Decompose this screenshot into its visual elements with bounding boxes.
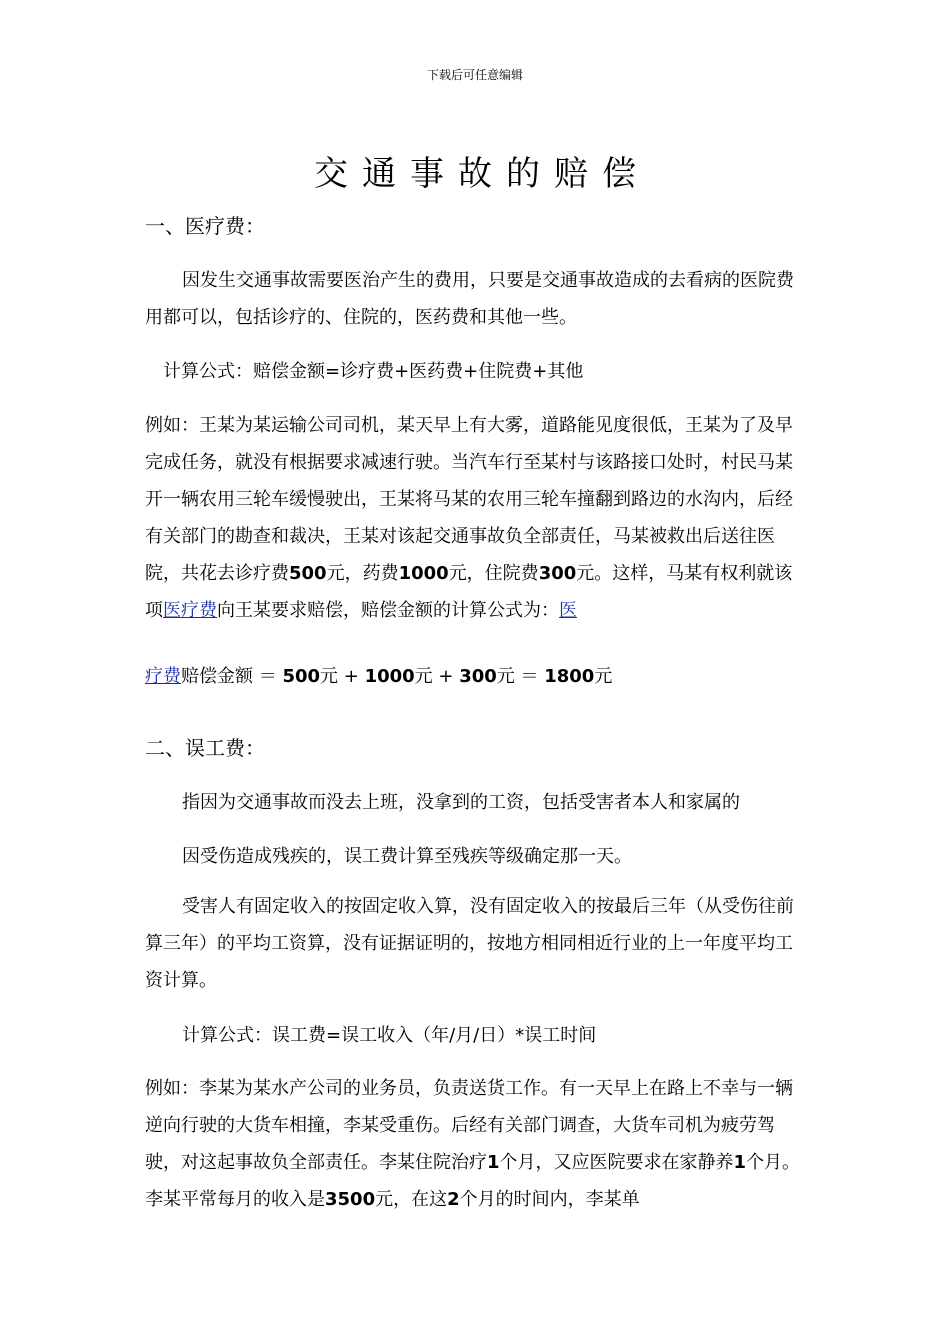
amount-1-month-a: 1 <box>487 1152 500 1173</box>
lost-wages-formula: 计算公式：误工费=误工收入（年/月/日）*误工时间 <box>182 1025 597 1046</box>
example-text: 例如：王某为某运输公司司机，某天早上有大雾，道路能见度很低，王某为了及早完成任务，就没有根据要求减速行驶。当汽车行至某村与该路接口处时，村民马某开一辆农用三轮车缓慢驶出，王某将马某的农用三轮车撞翻到路边的水沟内，后经有关部门的勘查和裁决，王某对该起交通事故负全部责任，马某被救出后送往医院，共花去诊疗费 <box>145 415 793 584</box>
lost-wages-income-paragraph: 受害人有固定收入的按固定收入算，没有固定收入的按最后三年（从受伤往前算三年）的平均工资算，没有证据证明的，按地方相同相近行业的上一年度平均工资计算。 <box>145 896 794 991</box>
example-text-rights: 元。这样，马某有权利就该项 <box>145 563 793 621</box>
example2-text-during: 元，在这 <box>375 1189 448 1210</box>
medical-formula: 计算公式：赔偿金额=诊疗费+医药费+住院费+其他 <box>163 361 584 382</box>
calc-unit-3: 元 ＝ <box>496 666 545 687</box>
medical-fee-link-2a[interactable]: 医 <box>559 600 577 621</box>
amount-1-month-b: 1 <box>733 1152 747 1173</box>
calc-unit-4: 元 <box>594 666 613 687</box>
medical-calculation-line <box>145 662 612 688</box>
calc-300: 300 <box>459 666 497 687</box>
medical-example-paragraph <box>145 407 807 629</box>
calc-1800: 1800 <box>544 666 595 687</box>
example-text-formula-intro: 向王某要求赔偿，赔偿金额的计算公式为： <box>217 600 559 621</box>
calc-label: 赔偿金额 ＝ <box>181 666 283 687</box>
calc-1000: 1000 <box>364 666 415 687</box>
medical-fee-link-2b[interactable]: 疗费 <box>145 666 181 687</box>
amount-300: 300 <box>538 563 577 584</box>
section-heading-medical: 一、医疗费： <box>145 214 265 238</box>
amount-1000: 1000 <box>398 563 449 584</box>
lost-wages-definition: 指因为交通事故而没去上班，没拿到的工资，包括受害者本人和家属的 <box>182 792 740 813</box>
example-text-drug: 元，药费 <box>326 563 399 584</box>
example2-text-income: 个月。李某平常每月的收入是 <box>145 1152 801 1210</box>
example2-text-rest: 个月，又应医院要求在家静养 <box>499 1152 734 1173</box>
lost-wages-disability-note: 因受伤造成残疾的，误工费计算至残疾等级确定那一天。 <box>182 846 632 867</box>
section-heading-lost-wages: 二、误工费： <box>145 736 265 760</box>
document-title: 交通事故的赔偿 <box>314 154 650 194</box>
amount-2-months: 2 <box>447 1189 460 1210</box>
medical-fee-link[interactable]: 医疗费 <box>163 600 217 621</box>
calc-unit-1: 元 + <box>320 666 365 687</box>
calc-500: 500 <box>282 666 321 687</box>
example2-text: 例如：李某为某水产公司的业务员，负责送货工作。有一天早上在路上不幸与一辆逆向行驶的大货车相撞，李某受重伤。后经有关部门调查，大货车司机为疲劳驾驶，对这起事故负全部责任。李某住院治疗 <box>145 1078 793 1173</box>
lost-wages-example-paragraph <box>145 1070 807 1218</box>
medical-definition-paragraph: 因发生交通事故需要医治产生的费用，只要是交通事故造成的去看病的医院费用都可以，包括诊疗的、住院的，医药费和其他一些。 <box>145 270 794 328</box>
amount-3500: 3500 <box>325 1189 376 1210</box>
example2-text-end: 个月的时间内，李某单 <box>459 1189 640 1210</box>
header-note: 下载后可任意编辑 <box>426 68 523 82</box>
example-text-hospital: 元，住院费 <box>448 563 539 584</box>
amount-500: 500 <box>289 563 327 584</box>
calc-unit-2: 元 + <box>414 666 460 687</box>
